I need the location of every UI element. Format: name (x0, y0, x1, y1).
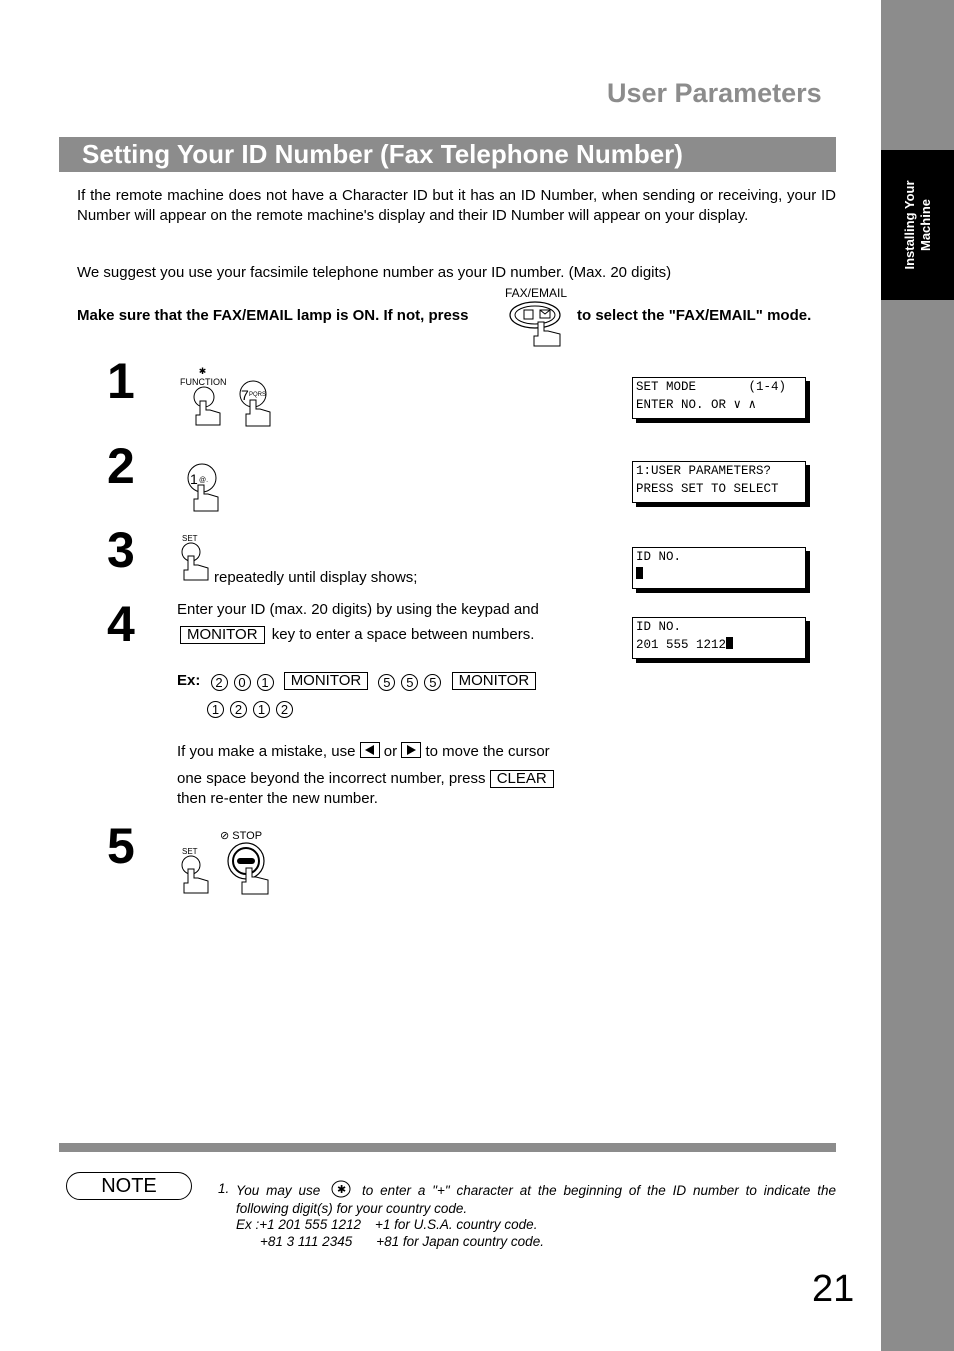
page-title: Setting Your ID Number (Fax Telephone Number) (82, 139, 683, 169)
footer-rule (59, 1143, 836, 1152)
function-key-icon (190, 385, 226, 427)
step-number: 1 (107, 353, 135, 409)
svg-text:PQRS: PQRS (249, 392, 267, 398)
one-key-icon (182, 463, 224, 513)
note-example-1: Ex :+1 201 555 1212 +1 for U.S.A. country code. (236, 1217, 538, 1232)
step-number: 2 (107, 438, 135, 494)
mistake-instruction-line2: one space beyond the incorrect number, press CLEAR (177, 769, 589, 789)
monitor-key: MONITOR (452, 672, 537, 690)
chapter-tab (881, 150, 954, 300)
page-number: 21 (812, 1268, 855, 1310)
star-key-icon (331, 1180, 351, 1196)
svg-text:7: 7 (241, 387, 249, 403)
lcd-display-step-1: SET MODE (1-4) ENTER NO. OR ∨ ∧ (632, 377, 806, 419)
step-number: 4 (107, 596, 135, 652)
lcd-display-step-2: 1:USER PARAMETERS? PRESS SET TO SELECT (632, 461, 806, 503)
step-4-text-line2: MONITOR key to enter a space between numbers. (180, 625, 534, 645)
intro-paragraph-1: If the remote machine does not have a Character ID but it has an ID Number, when sending or receiving, your ID Number will appear on the remote machine's display and their ID Number will appear on your display. (77, 187, 836, 224)
note-text: You may use ✱ to enter a "+" character at the beginning of the ID number to indicate the following digit(s) for your country code. (236, 1180, 836, 1218)
note-example-2: +81 3 111 2345 +81 for Japan country code. (260, 1234, 544, 1249)
stop-key-icon (224, 842, 272, 896)
step-3-text: repeatedly until display shows; (214, 569, 418, 586)
lcd-cursor (726, 637, 733, 649)
lcd-display-step-3: ID NO. (632, 547, 806, 589)
example-sequence: Ex: 2 0 1 MONITOR 5 5 5 MONITOR (177, 671, 536, 691)
mistake-instruction: If you make a mistake, use or to move the cursor (177, 743, 550, 760)
function-key-label: ✱ FUNCTION (180, 366, 227, 387)
fax-email-key-icon (508, 300, 568, 350)
chapter-tab-label: Installing Your Machine (901, 180, 933, 270)
lcd-cursor (636, 567, 643, 579)
seven-key-icon (236, 380, 276, 428)
monitor-key: MONITOR (284, 672, 369, 690)
monitor-key: MONITOR (180, 626, 265, 644)
lamp-instruction: Make sure that the FAX/EMAIL lamp is ON. If not, press (77, 307, 469, 324)
lamp-instruction-end: to select the "FAX/EMAIL" mode. (577, 307, 812, 324)
example-sequence-line2: 1 2 1 2 (207, 698, 299, 718)
step-number: 3 (107, 522, 135, 578)
note-item-number: 1. (218, 1181, 230, 1196)
set-key-label: SET (182, 534, 198, 543)
svg-text:✱: ✱ (337, 1183, 347, 1196)
intro-paragraph-2: We suggest you use your facsimile telephone number as your ID number. (Max. 20 digits) (77, 264, 672, 281)
right-arrow-key-icon (401, 742, 421, 758)
lcd-display-step-4: ID NO. 201 555 1212 (632, 617, 806, 659)
set-key-label: SET (182, 847, 198, 856)
clear-key: CLEAR (490, 770, 554, 788)
left-arrow-key-icon (360, 742, 380, 758)
set-key-icon (180, 542, 212, 582)
section-header: User Parameters (607, 78, 822, 108)
page-title-bar (59, 137, 836, 172)
mistake-instruction-line3: then re-enter the new number. (177, 790, 378, 807)
svg-text:@.: @. (199, 477, 209, 484)
svg-text:1: 1 (190, 471, 198, 487)
stop-key-label: ⊘ STOP (220, 830, 263, 842)
note-label: NOTE (66, 1172, 192, 1200)
step-4-text: Enter your ID (max. 20 digits) by using the keypad and (177, 601, 539, 618)
fax-email-key-label: FAX/EMAIL (505, 286, 568, 300)
step-number: 5 (107, 818, 135, 874)
set-key-icon (180, 855, 212, 895)
